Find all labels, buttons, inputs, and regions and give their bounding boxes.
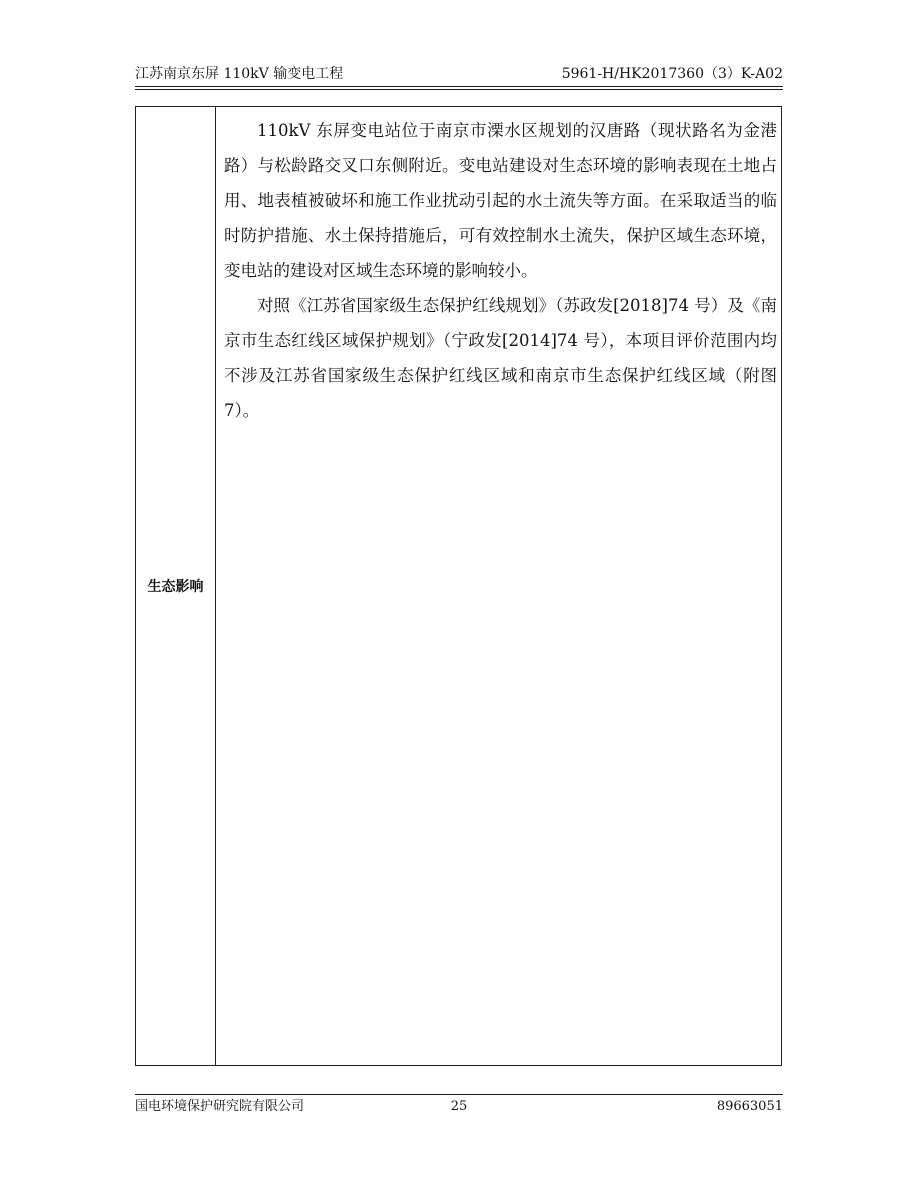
phone-number: 89663051 [716,1099,783,1114]
header-rule-thin [135,89,783,90]
organization-name: 国电环境保护研究院有限公司 [135,1099,305,1114]
section-label-cell [136,107,216,1065]
ecology-impact-table [135,106,782,1066]
document-code: 5961-H/HK2017360（3）K-A02 [561,66,783,82]
page-header [135,64,783,88]
page-footer [135,1098,783,1118]
header-rule-thick [135,86,783,87]
section-content [224,113,777,428]
paragraph-redline-compliance: 对照《江苏省国家级生态保护红线规划》（苏政发[2018]74 号）及《南京市生态红线区域保护规划》（宁政发[2014]74 号），本项目评价范围内均不涉及江苏省国家级生态保护红线区域和南京市生态保护红线区域（附图 7）。 [224,296,777,420]
page-number: 25 [450,1099,468,1114]
project-title: 江苏南京东屏 110kV 输变电工程 [135,66,344,82]
section-label: 生态影响 [147,579,204,595]
footer-rule [135,1094,783,1095]
paragraph-substation-location: 110kV 东屏变电站位于南京市溧水区规划的汉唐路（现状路名为金港路）与松龄路交叉口东侧附近。变电站建设对生态环境的影响表现在土地占用、地表植被破坏和施工作业扰动引起的水土流失等方面。在采取适当的临时防护措施、水土保持措施后，可有效控制水土流失，保护区域生态环境，变电站的建设对区域生态环境的影响较小。 [224,121,777,280]
